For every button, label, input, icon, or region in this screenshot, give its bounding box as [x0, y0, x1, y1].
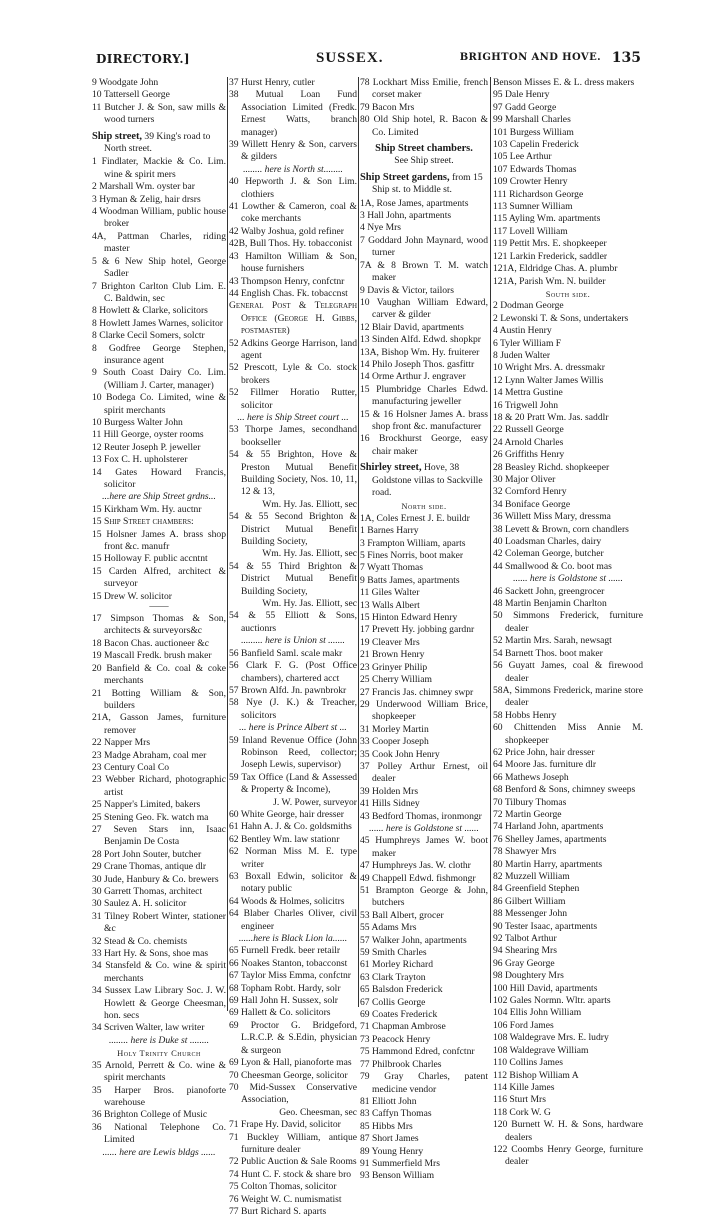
directory-entry: 15 Drew W. solicitor: [92, 590, 172, 602]
directory-entry: 64 Blaber Charles Oliver, civil engineer: [229, 908, 357, 932]
directory-entry: 69 Proctor G. Bridgeford, L.R.C.P. & S.Edin, physician & surgeon: [229, 1019, 357, 1056]
directory-entry: 43 Thompson Henry, confctnr: [229, 275, 345, 287]
street-extent: 39 King's road to North street.: [104, 130, 211, 155]
directory-entry: 8 Juden Walter: [493, 349, 551, 361]
directory-entry: 76 Shelley James, apartments: [493, 833, 607, 845]
directory-entry: Benson Misses E. & L. dress makers: [493, 77, 635, 88]
directory-entry: 42 Coleman George, butcher: [493, 548, 604, 560]
directory-entry: 9 Woodgate John: [92, 77, 159, 88]
directory-entry: 55 Adams Mrs: [360, 922, 417, 934]
directory-entry: 93 Benson William: [360, 1170, 435, 1182]
directory-entry: 9 Batts James, apartments: [360, 574, 460, 586]
directory-entry: 117 Lovell William: [493, 225, 568, 237]
directory-entry: 8 Howlett & Clarke, solicitors: [92, 305, 208, 317]
directory-entry: 62 Price John, hair dresser: [493, 746, 595, 758]
directory-entry: 23 Madge Abraham, coal mer: [92, 749, 207, 761]
directory-entry: 1 Barnes Harry: [360, 525, 419, 537]
directory-entry: 54 & 55 Elliott & Sons, auctionrs: [229, 610, 357, 634]
directory-entry: 47 Humphreys Jas. W. clothr: [360, 860, 471, 872]
directory-entry: 56 Clark F. G. (Post Office chambers), chartered acct: [229, 660, 357, 684]
directory-entry: 97 Gadd George: [493, 101, 557, 113]
directory-entry: 33 Hart Hy. & Sons, shoe mas: [92, 948, 209, 960]
street-heading: [92, 131, 226, 156]
directory-entry: 75 Hammond Edred, confctnr: [360, 1046, 475, 1058]
directory-entry: 103 Capelin Frederick: [493, 139, 579, 151]
page-header: [96, 52, 641, 70]
entry-continuation: J. W. Power, surveyor: [273, 796, 357, 808]
directory-entry: 58A, Simmons Frederick, marine store dealer: [493, 684, 643, 709]
directory-entry: 30 Saulez A. H. solicitor: [92, 898, 187, 910]
directory-entry: 92 Talbot Arthur: [493, 933, 557, 945]
directory-entry: 2 Lewonski T. & Sons, undertakers: [493, 312, 629, 324]
directory-entry: 25 Cherry William: [360, 674, 432, 686]
directory-entry: 23 Webber Richard, photographic artist: [92, 774, 226, 798]
directory-entry: 16 Brockhurst George, easy chair maker: [360, 433, 488, 457]
directory-entry: 52 Martin Mrs. Sarah, newsagt: [493, 635, 612, 647]
street-name: Ship Street gardens,: [360, 171, 450, 183]
directory-entry: 7A & 8 Brown T. M. watch maker: [360, 259, 488, 284]
directory-entry: 115 Ayling Wm. apartments: [493, 213, 601, 225]
directory-entry: 77 Burt Richard S. aparts: [229, 1205, 327, 1217]
directory-entry: 73 Peacock Henry: [360, 1033, 431, 1045]
directory-entry: 122 Coombs Henry George, furniture dealer: [493, 1143, 643, 1168]
directory-entry: 29 Underwood William Brice, shopkeeper: [360, 698, 488, 723]
directory-entry: 54 & 55 Second Brighton & District Mutual Benefit Building Society,: [229, 511, 357, 548]
directory-entry: 79 Gray Charles, patent medicine vendor: [360, 1071, 488, 1095]
directory-entry: 69 Lyon & Hall, pianoforte mas: [229, 1057, 352, 1069]
directory-column-1: [92, 77, 226, 1159]
cross-street-marker: ... here is Prince Albert st ...: [239, 722, 347, 734]
directory-entry: 2 Marshall Wm. oyster bar: [92, 181, 195, 193]
directory-entry: 14 Orme Arthur J. engraver: [360, 371, 466, 383]
directory-entry: 3 Frampton William, aparts: [360, 537, 466, 549]
directory-entry: 110 Collins James: [493, 1057, 563, 1069]
directory-entry: 60 White George, hair dresser: [229, 808, 344, 820]
directory-entry: 40 Hepworth J. & Son Lim. clothiers: [229, 176, 357, 200]
directory-entry: 56 Guyatt James, coal & firewood dealer: [493, 660, 643, 684]
directory-entry: 74 Harland John, apartments: [493, 821, 604, 833]
directory-entry: 108 Waldegrave Mrs. E. ludry: [493, 1032, 609, 1044]
directory-entry: 114 Kille James: [493, 1081, 555, 1093]
directory-entry: 19 Mascall Fredk. brush maker: [92, 650, 212, 662]
cross-street-marker: ........ here is Duke st ........: [108, 1034, 210, 1046]
column-rule: [227, 77, 228, 1011]
directory-entry: 4 Woodman William, public house broker: [92, 206, 226, 230]
directory-entry: 62 Norman Miss M. E. type writer: [229, 846, 357, 870]
section-label: North side.: [401, 501, 447, 512]
directory-entry: 52 Adkins George Harrison, land agent: [229, 337, 357, 361]
entry-continuation: Wm. Hy. Jas. Elliott, sec: [262, 498, 357, 510]
directory-entry: 44 Smallwood & Co. boot mas: [493, 560, 612, 572]
directory-entry: 42B, Bull Thos. Hy. tobacconist: [229, 238, 353, 250]
directory-entry: 63 Clark Trayton: [360, 971, 426, 983]
directory-entry: 66 Mathews Joseph: [493, 771, 569, 783]
directory-entry: 59 Tax Office (Land & Assessed & Property & Income),: [229, 771, 357, 796]
directory-entry: 10 Wright Mrs. A. dressmakr: [493, 362, 605, 374]
directory-entry: 37 Polley Arthur Ernest, oil dealer: [360, 760, 488, 785]
directory-entry: 98 Doughtery Mrs: [493, 970, 564, 982]
directory-entry: 75 Colton Thomas, solicitor: [229, 1181, 337, 1193]
column-rule: [358, 77, 359, 1007]
directory-entry: 54 & 55 Third Brighton & District Mutual Benefit Building Society,: [229, 560, 357, 597]
directory-entry: 65 Furnell Fredk. beer retailr: [229, 945, 341, 957]
directory-entry: 53 Thorpe James, secondhand bookseller: [229, 424, 357, 448]
directory-entry: 116 Sturt Mrs: [493, 1094, 546, 1106]
directory-entry: 70 Cheesman George, solicitor: [229, 1069, 348, 1081]
directory-entry: 31 Morley Martin: [360, 723, 429, 735]
directory-entry: 72 Martin George: [493, 808, 562, 820]
directory-entry: 113 Sumner William: [493, 201, 573, 213]
directory-entry: 83 Caffyn Thomas: [360, 1108, 432, 1120]
directory-entry: 87 Short James: [360, 1133, 419, 1145]
directory-entry: 13 Walls Albert: [360, 599, 420, 611]
directory-entry: 99 Marshall Charles: [493, 114, 571, 126]
section-label: Holy Trinity Church: [117, 1048, 201, 1059]
directory-entry: 20 Banfield & Co. coal & coke merchants: [92, 662, 226, 687]
directory-entry: 44 English Chas. Fk. tobaccnst: [229, 287, 348, 299]
directory-entry: 19 Cleaver Mrs: [360, 636, 420, 648]
directory-entry: 31 Tilney Robert Winter, stationer &c: [92, 910, 226, 935]
directory-entry: 32 Cornford Henry: [493, 486, 567, 498]
directory-entry: 42 Walby Joshua, gold refiner: [229, 225, 344, 237]
directory-entry: 112 Bishop William A: [493, 1069, 579, 1081]
directory-entry: 82 Muzzell William: [493, 871, 570, 882]
directory-entry: 43 Bedford Thomas, ironmongr: [360, 810, 482, 822]
cross-street-marker: ........ here is North st........: [243, 163, 343, 175]
directory-entry: 34 Stansfeld & Co. wine & spirit merchants: [92, 960, 226, 984]
directory-entry: 32 Stead & Co. chemists: [92, 935, 188, 947]
directory-entry: 70 Tilbury Thomas: [493, 796, 567, 808]
directory-entry: 51 Brampton George & John, butchers: [360, 885, 488, 909]
cross-street-marker: ...here are Ship Street grdns...: [102, 491, 216, 503]
directory-entry: 100 Hill David, apartments: [493, 982, 598, 994]
directory-entry: 41 Hills Sidney: [360, 798, 420, 810]
directory-entry: 4 Nye Mrs: [360, 222, 402, 234]
directory-entry: 53 Ball Albert, grocer: [360, 909, 444, 921]
directory-entry: 72 Public Auction & Sale Rooms: [229, 1156, 357, 1168]
directory-entry: General Post & Telegraph Office (George H. Gibbs, postmaster): [229, 300, 357, 337]
directory-entry: 38 Levett & Brown, corn chandlers: [493, 523, 629, 535]
directory-entry: 69 Coates Frederick: [360, 1009, 438, 1021]
directory-entry: 21 Brown Henry: [360, 649, 425, 661]
directory-column-3: [360, 77, 488, 1183]
directory-entry: 45 Humphreys James W. boot maker: [360, 835, 488, 859]
directory-entry: 23 Century Coal Co: [92, 761, 170, 773]
directory-entry: 4 Austin Henry: [493, 325, 552, 337]
directory-entry: 61 Morley Richard: [360, 959, 434, 971]
directory-entry: 8 Godfree George Stephen, insurance agent: [92, 342, 226, 366]
directory-entry: 56 Banfield Saml. scale makr: [229, 647, 343, 659]
directory-entry: 60 Chittenden Miss Annie M. shopkeeper: [493, 722, 643, 746]
directory-entry: 95 Dale Henry: [493, 89, 550, 101]
directory-entry: 121 Larkin Frederick, saddler: [493, 250, 608, 262]
directory-entry: 15 Holloway F. public accntnt: [92, 553, 208, 565]
directory-entry: 25 Napper's Limited, bakers: [92, 799, 201, 811]
street-name: Ship street,: [92, 130, 143, 142]
entry-continuation: Wm. Hy. Jas. Elliott, sec: [262, 548, 357, 560]
directory-entry: 50 Simmons Frederick, furniture dealer: [493, 610, 643, 634]
directory-entry: 90 Tester Isaac, apartments: [493, 920, 598, 932]
directory-entry: 68 Benford & Sons, chimney sweeps: [493, 784, 636, 796]
directory-entry: 22 Napper Mrs: [92, 737, 151, 749]
directory-entry: 9 South Coast Dairy Co. Lim. (William J. Carter, manager): [92, 367, 226, 391]
directory-entry: 86 Gilbert William: [493, 895, 566, 907]
directory-entry: 105 Lee Arthur: [493, 151, 552, 163]
directory-entry: 27 Seven Stars inn, Isaac Benjamin De Costa: [92, 823, 226, 848]
directory-entry: 64 Moore Jas. furniture dlr: [493, 759, 597, 771]
directory-entry: 121A, Parish Wm. N. builder: [493, 275, 606, 287]
directory-entry: 36 Willett Miss Mary, dressma: [493, 511, 611, 523]
page-number: 135: [611, 50, 641, 66]
directory-entry: 22 Russell George: [493, 424, 564, 436]
directory-entry: 39 Willett Henry & Son, carvers & gilders: [229, 139, 357, 163]
directory-entry: 79 Bacon Mrs: [360, 101, 415, 113]
directory-entry: 80 Old Ship hotel, R. Bacon & Co. Limited: [360, 114, 488, 138]
directory-entry: 89 Young Henry: [360, 1145, 424, 1157]
directory-entry: 11 Giles Walter: [360, 587, 420, 599]
directory-entry: 14 Philo Joseph Thos. gasfittr: [360, 358, 475, 370]
street-extent: from 15 Ship st. to Middle st.: [372, 171, 483, 196]
directory-entry: 54 Barnett Thos. boot maker: [493, 647, 603, 659]
running-head-right: BRIGHTON AND HOVE.: [459, 52, 601, 63]
directory-entry: 101 Burgess William: [493, 126, 574, 138]
directory-entry: 49 Chappell Edwd. fishmongr: [360, 872, 476, 884]
directory-entry: 17 Prevett Hy. jobbing gardnr: [360, 624, 475, 636]
running-head-county: SUSSEX.: [316, 50, 384, 66]
directory-entry: 10 Bodega Co. Limited, wine & spirit merchants: [92, 392, 226, 416]
cross-street-marker: ...... here is Goldstone st ......: [369, 822, 479, 834]
directory-entry: 15 Ship Street chambers:: [92, 516, 194, 528]
column-rule: [490, 77, 491, 1003]
directory-entry: 37 Hurst Henry, cutler: [229, 77, 315, 88]
directory-entry: 28 Port John Souter, butcher: [92, 848, 202, 860]
see-reference: See Ship street.: [394, 155, 454, 167]
directory-entry: 15 Carden Alfred, architect & surveyor: [92, 565, 226, 590]
directory-entry: 30 Major Oliver: [493, 474, 556, 485]
directory-entry: 34 Sussex Law Library Soc. J. W. Howlett & George Cheesman, hon. secs: [92, 985, 226, 1022]
directory-entry: 39 Holden Mrs: [360, 785, 419, 797]
directory-entry: 10 Burgess Walter John: [92, 416, 183, 428]
directory-entry: 10 Tattersell George: [92, 89, 170, 101]
directory-entry: 68 Topham Robt. Hardy, solr: [229, 982, 341, 994]
directory-entry: 85 Hibbs Mrs: [360, 1120, 413, 1132]
directory-entry: 41 Lowther & Cameron, coal & coke merchants: [229, 201, 357, 225]
directory-column-2: [229, 77, 357, 1218]
directory-entry: 1A, Rose James, apartments: [360, 197, 469, 209]
directory-entry: 81 Elliott John: [360, 1095, 417, 1107]
directory-entry: 30 Jude, Hanbury & Co. brewers: [92, 873, 219, 885]
running-head-left: DIRECTORY.]: [96, 52, 190, 66]
directory-entry: 23 Grinyer Philip: [360, 661, 428, 673]
directory-entry: 34 Scriven Walter, law writer: [92, 1022, 205, 1034]
directory-entry: 69 Hallett & Co. solicitors: [229, 1007, 331, 1019]
directory-entry: 70 Mid-Sussex Conservative Association,: [229, 1081, 357, 1106]
entry-continuation: Geo. Cheesman, sec: [279, 1106, 357, 1118]
street-name: Shirley street,: [360, 462, 422, 474]
directory-entry: 71 Chapman Ambrose: [360, 1021, 446, 1033]
directory-entry: 27 Francis Jas. chimney swpr: [360, 686, 474, 698]
directory-entry: 104 Ellis John William: [493, 1007, 582, 1019]
directory-entry: 63 Boxall Edwin, solicitor & notary public: [229, 871, 357, 895]
directory-entry: 64 Woods & Holmes, solicitrs: [229, 895, 345, 907]
directory-entry: 52 Prescott, Lyle & Co. stock brokers: [229, 362, 357, 386]
entry-continuation: Wm. Hy. Jas. Elliott, sec: [262, 598, 357, 610]
cross-street-marker: ......... here is Union st .......: [241, 635, 345, 647]
directory-entry: 35 Arnold, Perrett & Co. wine & spirit merchants: [92, 1059, 226, 1084]
directory-entry: 11 Butcher J. & Son, saw mills & wood turners: [92, 101, 226, 126]
directory-entry: 77 Philbrook Charles: [360, 1058, 442, 1070]
directory-entry: 48 Martin Benjamin Charlton: [493, 598, 607, 610]
directory-entry: 121A, Eldridge Chas. A. plumbr: [493, 263, 618, 275]
directory-entry: 8 Howlett James Warnes, solicitor: [92, 317, 223, 329]
directory-entry: 52 Fillmer Horatio Rutter, solicitor: [229, 387, 357, 411]
directory-entry: 29 Crane Thomas, antique dlr: [92, 861, 207, 873]
directory-entry: 30 Garrett Thomas, architect: [92, 886, 203, 897]
directory-entry: 80 Martin Harry, apartments: [493, 858, 603, 870]
directory-entry: 67 Collis George: [360, 996, 426, 1008]
directory-entry: 65 Balsdon Frederick: [360, 984, 443, 996]
directory-entry: 15 & 16 Holsner James A. brass shop front &c. manufacturer: [360, 408, 488, 432]
directory-entry: 67 Taylor Miss Emma, confctnr: [229, 970, 351, 982]
directory-entry: 16 Trigwell John: [493, 399, 559, 411]
directory-entry: 74 Hunt C. F. stock & share bro: [229, 1168, 352, 1180]
directory-entry: 10 Vaughan William Edward, carver & gilder: [360, 296, 488, 321]
directory-entry: 21 Botting William & Son, builders: [92, 687, 226, 711]
directory-entry: 18 & 20 Pratt Wm. Jas. saddlr: [493, 411, 609, 423]
directory-entry: 18 Bacon Chas. auctioneer &c: [92, 637, 209, 649]
directory-entry: 71 Frape Hy. David, solicitor: [229, 1119, 341, 1131]
directory-entry: 15 Plumbridge Charles Edwd. manufacturing jeweller: [360, 383, 488, 408]
directory-entry: 96 Gray George: [493, 957, 555, 969]
directory-column-4: [493, 77, 643, 1169]
directory-entry: 108 Waldegrave William: [493, 1044, 589, 1056]
directory-entry: 107 Edwards Thomas: [493, 163, 577, 175]
directory-entry: 106 Ford James: [493, 1019, 554, 1031]
directory-entry: 12 Reuter Joseph P. jeweller: [92, 441, 201, 453]
directory-entry: 119 Pettit Mrs. E. shopkeeper: [493, 238, 607, 250]
separator-dash: ——: [149, 601, 169, 613]
street-heading: [360, 172, 488, 197]
directory-entry: 24 Arnold Charles: [493, 436, 564, 448]
directory-entry: 3 Hyman & Zelig, hair drsrs: [92, 193, 201, 205]
directory-entry: 78 Lockhart Miss Emilie, french corset maker: [360, 77, 488, 101]
directory-entry: 5 & 6 New Ship hotel, George Sadler: [92, 255, 226, 280]
directory-entry: 8 Clarke Cecil Somers, solctr: [92, 330, 205, 342]
directory-entry: 109 Crowter Henry: [493, 176, 568, 188]
directory-entry: 26 Griffiths Henry: [493, 449, 565, 461]
street-extent: Hove, 38 Goldstone villas to Sackville road.: [372, 462, 483, 498]
directory-entry: 40 Loadsman Charles, dairy: [493, 536, 602, 548]
directory-entry: 43 Hamilton William & Son, house furnishers: [229, 250, 357, 275]
directory-entry: 78 Shawyer Mrs: [493, 846, 557, 858]
directory-entry: 46 Sackett John, greengrocer: [493, 585, 605, 597]
directory-entry: 118 Cork W. G: [493, 1106, 551, 1118]
directory-entry: 7 Wyatt Thomas: [360, 562, 424, 574]
directory-entry: 57 Brown Alfd. Jn. pawnbrokr: [229, 684, 347, 696]
directory-entry: 120 Burnett W. H. & Sons, hardware dealers: [493, 1119, 643, 1143]
cross-street-marker: ... here is Ship Street court ...: [237, 411, 349, 423]
directory-entry: 12 Lynn Walter James Willis: [493, 374, 604, 386]
cross-street-marker: ...... here is Goldstone st ......: [513, 573, 623, 585]
directory-entry: 58 Hobbs Henry: [493, 709, 557, 721]
directory-entry: 28 Beasley Richd. shopkeeper: [493, 461, 610, 473]
directory-entry: 7 Brighton Carlton Club Lim. E. C. Baldwin, sec: [92, 280, 226, 304]
directory-entry: 61 Hahn A. J. & Co. goldsmiths: [229, 821, 352, 833]
directory-entry: 91 Summerfield Mrs: [360, 1157, 440, 1169]
directory-entry: 57 Walker John, apartments: [360, 934, 467, 946]
directory-entry: 14 Gates Howard Francis, solicitor: [92, 466, 226, 490]
directory-entry: 62 Bentley Wm. law stationr: [229, 833, 340, 845]
directory-entry: 59 Smith Charles: [360, 947, 427, 959]
directory-entry: 5 Fines Norris, boot maker: [360, 550, 464, 562]
street-heading: [360, 462, 488, 499]
directory-entry: 76 Weight W. C. numismatist: [229, 1193, 342, 1205]
directory-entry: 13A, Bishop Wm. Hy. fruiterer: [360, 346, 480, 358]
directory-entry: 38 Mutual Loan Fund Association Limited (Fredk. Ernest Watts, branch manager): [229, 89, 357, 138]
directory-entry: 13 Fox C. H. upholsterer: [92, 454, 188, 466]
directory-entry: 2 Dodman George: [493, 300, 564, 312]
directory-entry: 102 Gales Normn. Wltr. aparts: [493, 995, 611, 1007]
street-heading: Ship Street chambers.: [375, 143, 473, 155]
directory-entry: 1 Findlater, Mackie & Co. Lim. wine & spirit mers: [92, 156, 226, 180]
directory-entry: 33 Cooper Joseph: [360, 736, 429, 748]
directory-entry: 7 Goddard John Maynard, wood turner: [360, 234, 488, 259]
directory-entry: 4A, Pattman Charles, riding master: [92, 230, 226, 255]
directory-entry: 9 Davis & Victor, tailors: [360, 284, 454, 296]
cross-street-marker: ......here is Black Lion la......: [238, 933, 348, 945]
directory-entry: 13 Sinden Alfd. Edwd. shopkpr: [360, 334, 481, 346]
directory-entry: 15 Hinton Edward Henry: [360, 612, 458, 624]
directory-entry: 15 Holsner James A. brass shop front &c. manufr: [92, 528, 226, 553]
directory-entry: 66 Noakes Stanton, tobacconst: [229, 957, 348, 969]
directory-entry: 11 Hill George, oyster rooms: [92, 429, 204, 441]
directory-entry: 3 Hall John, apartments: [360, 210, 452, 222]
directory-entry: 35 Cook John Henry: [360, 748, 440, 760]
directory-entry: 36 National Telephone Co. Limited: [92, 1121, 226, 1146]
directory-entry: 17 Simpson Thomas & Son, architects & surveyors&c: [92, 613, 226, 637]
directory-entry: 36 Brighton College of Music: [92, 1109, 208, 1121]
directory-entry: 12 Blair David, apartments: [360, 321, 464, 333]
directory-entry: 88 Messenger John: [493, 908, 568, 920]
directory-entry: 71 Buckley William, antique furniture dealer: [229, 1131, 357, 1155]
directory-entry: 1A, Coles Ernest J. E. buildr: [360, 512, 470, 524]
directory-entry: 111 Richardson George: [493, 188, 584, 200]
directory-entry: 58 Nye (J. K.) & Treacher, solicitors: [229, 697, 357, 721]
directory-entry: 25 Stening Geo. Fk. watch ma: [92, 811, 209, 823]
section-label: South side.: [545, 288, 591, 299]
directory-entry: 6 Tyler William F: [493, 337, 562, 349]
directory-entry: 69 Hall John H. Sussex, solr: [229, 995, 338, 1007]
directory-entry: 21A, Gasson James, furniture remover: [92, 712, 226, 736]
directory-entry: 59 Inland Revenue Office (John Robinson Reed, collector; Joseph Lewis, supervisor): [229, 734, 357, 771]
directory-entry: 54 & 55 Brighton, Hove & Preston Mutual Benefit Building Society, Nos. 10, 11, 12 & 13,: [229, 449, 357, 498]
directory-entry: 15 Kirkham Wm. Hy. auctnr: [92, 503, 202, 515]
directory-entry: 34 Boniface George: [493, 498, 571, 510]
directory-entry: 94 Shearing Mrs: [493, 945, 557, 957]
directory-entry: 84 Greenfield Stephen: [493, 883, 580, 895]
directory-entry: 35 Harper Bros. pianoforte warehouse: [92, 1084, 226, 1108]
cross-street-marker: ...... here are Lewis bldgs ......: [102, 1146, 216, 1158]
directory-entry: 14 Mettra Gustine: [493, 387, 563, 399]
